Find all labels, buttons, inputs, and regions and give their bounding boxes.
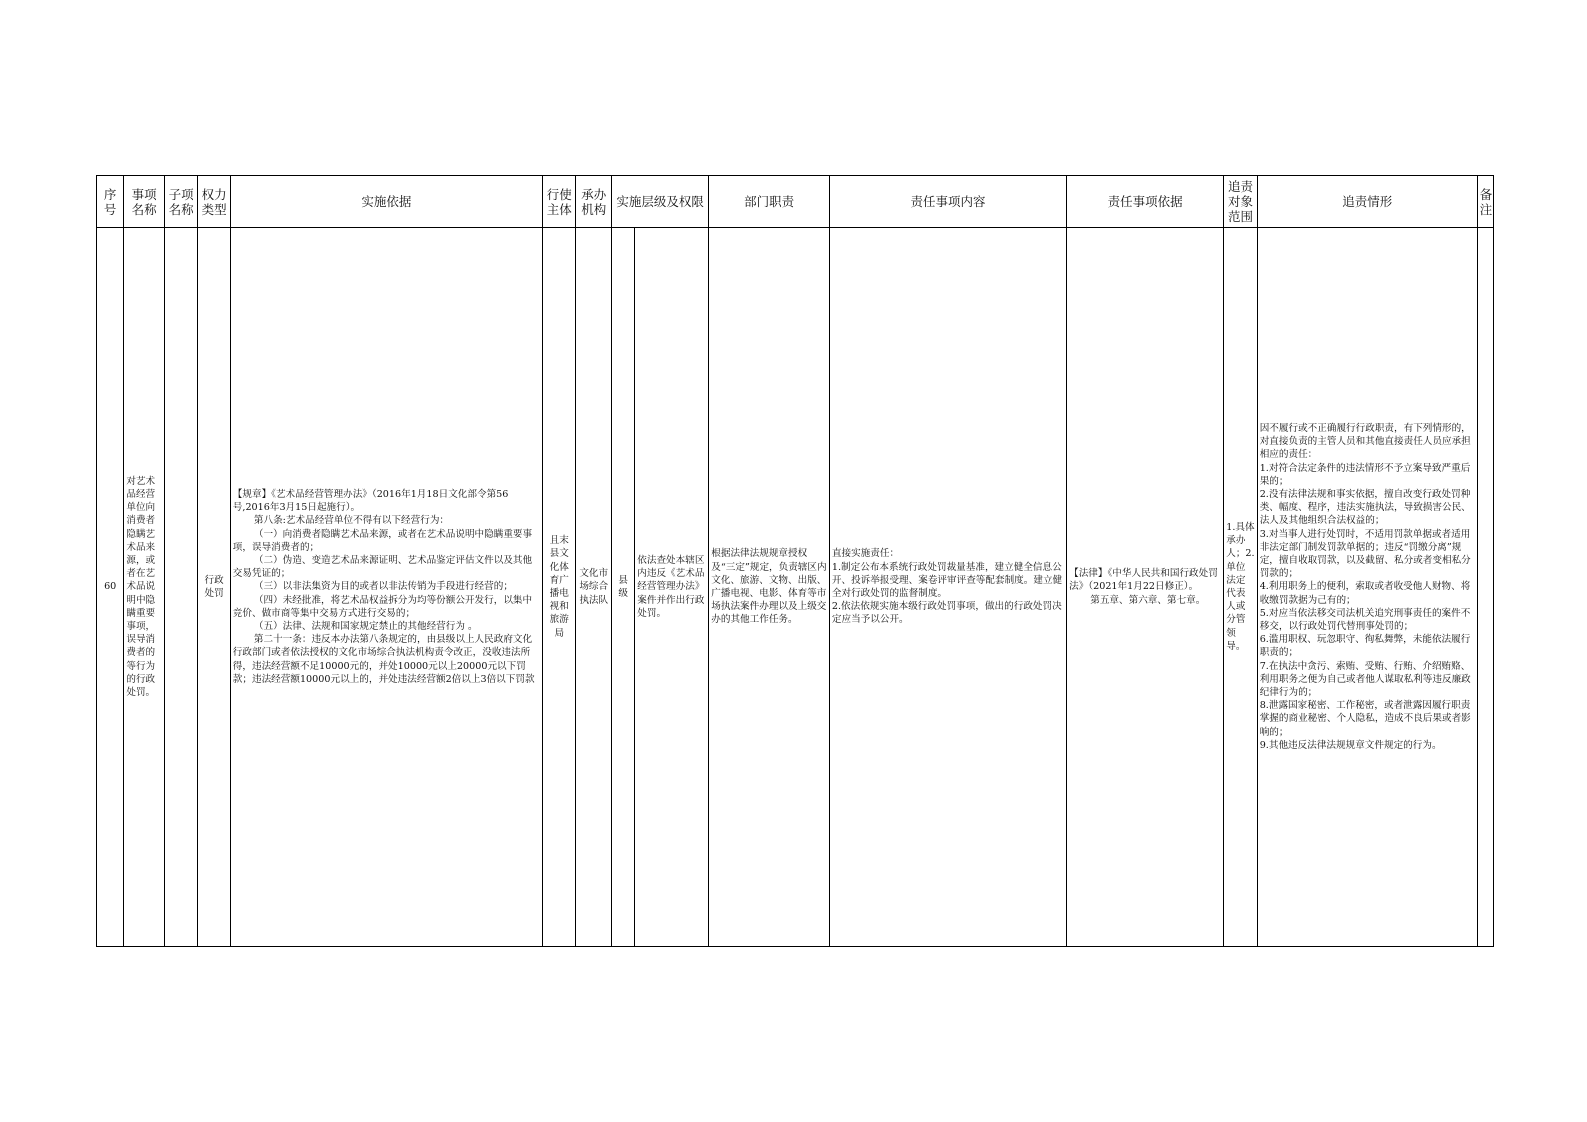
header-sub-name: 子项名称 — [164, 176, 197, 228]
resp-basis-line: 【法律】《中华人民共和国行政处罚法》（2021年1月22日修正）。 — [1069, 568, 1218, 593]
cell-remark — [1477, 228, 1493, 947]
resp-content-line: 1.制定公布本系统行政处罚裁量基准，建立健全信息公开、投诉举报受理、案卷评审评查等配套制度。建立健全对行政处罚的监督制度。 — [831, 561, 1063, 599]
basis-line: 【规章】《艺术品经营管理办法》（2016年1月18日文化部令第56号,2016年3月15日起施行）。 — [232, 488, 509, 514]
header-power-type: 权力类型 — [198, 176, 230, 228]
header-level: 实施层级及权限 — [611, 176, 708, 228]
situation-line: 7.在执法中贪污、索贿、受贿、行贿、介绍贿赂、利用职务之便为自己或者他人谋取私利等违反廉政纪律行为的； — [1259, 660, 1471, 699]
basis-line: （四）未经批准，将艺术品权益拆分为均等份额公开发行，以集中竞价、做市商等集中交易方式进行交易的； — [232, 594, 533, 619]
cell-level: 县级 — [611, 228, 634, 947]
table-header — [97, 176, 1494, 228]
header-situation: 追责情形 — [1257, 176, 1477, 228]
basis-line: （一）向消费者隐瞒艺术品来源，或者在艺术品说明中隐瞒重要事项，误导消费者的； — [232, 528, 533, 553]
header-resp-content: 责任事项内容 — [829, 176, 1066, 228]
cell-power-type: 行政处罚 — [198, 228, 230, 947]
situation-line: 因不履行或不正确履行行政职责，有下列情形的，对直接负责的主管人员和其他直接责任人员应承担相应的责任： — [1259, 422, 1471, 461]
situation-line: 4.利用职务上的便利，索取或者收受他人财物、将收缴罚款据为己有的； — [1259, 581, 1471, 606]
basis-line: 第八条:艺术品经营单位不得有以下经营行为： — [253, 515, 450, 527]
cell-item-name: 对艺术品经营单位向消费者隐瞒艺术品来源，或者在艺术品说明中隐瞒重要事项，误导消费者的等行为的行政处罚。 — [124, 228, 165, 947]
basis-line: （五）法律、法规和国家规定禁止的其他经营行为 。 — [253, 621, 478, 632]
header-subject: 行使主体 — [543, 176, 576, 228]
situation-line: 6.滥用职权、玩忽职守、徇私舞弊，未能依法履行职责的； — [1259, 634, 1471, 659]
situation-line: 8.泄露国家秘密、工作秘密，或者泄露因履行职责掌握的商业秘密、个人隐私，造成不良后果或者影响的； — [1259, 700, 1471, 738]
table-row — [97, 228, 1494, 947]
cell-basis — [230, 228, 542, 947]
header-resp-basis: 责任事项依据 — [1067, 176, 1224, 228]
basis-line: 第二十一条：违反本办法第八条规定的，由县级以上人民政府文化行政部门或者依法授权的文化市场综合执法机构责令改正，没收违法所得，违法经营额不足10000元的，并处10000元以上20000元以下罚款；违法经营额10000元以上的，并处违法经营额2倍以上3倍以下罚款 — [232, 634, 535, 685]
cell-subject: 且末县文化体育广播电视和旅游局 — [543, 228, 576, 947]
cell-level-scope: 依法查处本辖区内违反《艺术品经营管理办法》案件并作出行政处罚。 — [635, 228, 709, 947]
header-remark: 备注 — [1477, 176, 1493, 228]
header-agency: 承办机构 — [576, 176, 611, 228]
cell-agency: 文化市场综合执法队 — [576, 228, 611, 947]
basis-line: （三）以非法集资为目的或者以非法传销为手段进行经营的； — [253, 581, 513, 593]
header-seq: 序号 — [97, 176, 124, 228]
resp-content-line: 2.依法依规实施本级行政处罚事项，做出的行政处罚决定应当予以公开。 — [831, 601, 1062, 626]
header-target: 追责对象范围 — [1224, 176, 1257, 228]
cell-resp-content — [829, 228, 1066, 947]
cell-resp-basis — [1067, 228, 1224, 947]
cell-situation — [1257, 228, 1477, 947]
situation-line: 9.其他违反法律法规规章文件规定的行为。 — [1259, 739, 1442, 751]
cell-seq: 60 — [97, 228, 124, 947]
cell-duty: 根据法律法规规章授权及“三定”规定，负责辖区内文化、旅游、文物、出版、广播电视、电影、体育等市场执法案件办理以及上级交办的其他工作任务。 — [709, 228, 830, 947]
responsibility-table — [96, 175, 1494, 947]
basis-line: （二）伪造、变造艺术品来源证明、艺术品鉴定评估文件以及其他交易凭证的； — [232, 554, 533, 580]
situation-line: 3.对当事人进行处罚时，不适用罚款单据或者适用非法定部门制发罚款单据的；违反“罚缴分离”规定，擅自收取罚款，以及截留、私分或者变相私分罚款的； — [1259, 528, 1471, 580]
situation-line: 5.对应当依法移交司法机关追究刑事责任的案件不移交，以行政处罚代替刑事处罚的； — [1259, 607, 1471, 632]
header-duty: 部门职责 — [709, 176, 830, 228]
situation-line: 2.没有法律法规和事实依据，擅自改变行政处罚种类、幅度、程序，违法实施执法，导致损害公民、法人及其他组织合法权益的； — [1259, 488, 1471, 527]
cell-target: 1.具体承办人；2.单位法定代表人或分管领导。 — [1224, 228, 1257, 947]
header-item-name: 事项名称 — [124, 176, 165, 228]
situation-line: 1.对符合法定条件的违法情形不予立案导致严重后果的； — [1259, 462, 1471, 487]
header-basis: 实施依据 — [230, 176, 542, 228]
resp-basis-line: 第五章、第六章、第七章。 — [1090, 594, 1206, 606]
resp-content-line: 直接实施责任： — [831, 548, 900, 560]
cell-sub-name — [164, 228, 197, 947]
